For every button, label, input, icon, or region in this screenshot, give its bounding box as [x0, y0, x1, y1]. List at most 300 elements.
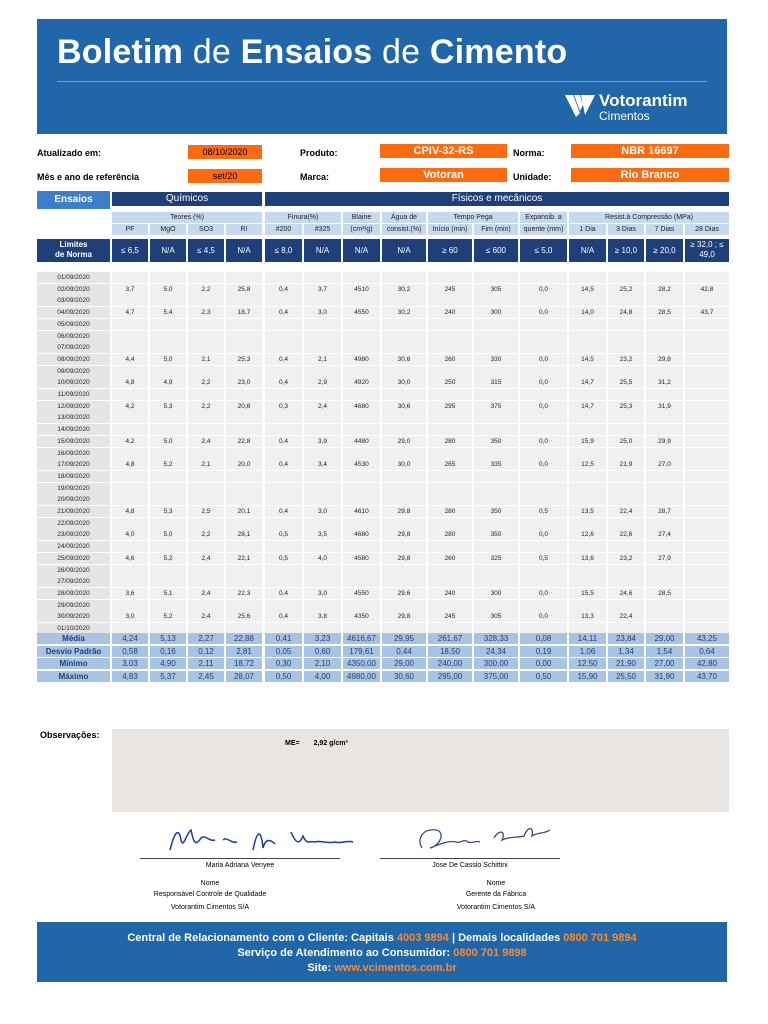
cell-expansib: 0,0 [520, 611, 567, 622]
row-date: 15/09/2020 [37, 436, 110, 447]
stat-mgo: 5,37 [150, 671, 186, 682]
cell-pf [112, 471, 148, 482]
stat-blaine: 4980,00 [343, 671, 380, 682]
cell-resist-3d: 24,6 [608, 588, 644, 599]
cell-tempo-fim [474, 412, 518, 423]
fisicos-header: Físicos e mecânicos [265, 192, 729, 206]
cell-ri [226, 366, 262, 377]
cell-pf: 4,6 [112, 553, 148, 564]
table-row [37, 284, 727, 295]
cell-finura-200 [265, 518, 302, 529]
cell-tempo-inicio: 280 [428, 436, 472, 447]
cell-finura-200: 0,5 [265, 529, 302, 540]
cell-finura-325 [304, 565, 341, 576]
cell-pf: 4,4 [112, 354, 148, 365]
cell-agua: 29,8 [382, 553, 426, 564]
cell-tempo-fim [474, 576, 518, 587]
cell-agua [382, 600, 426, 611]
signature-2-name: Jose De Cassio Schittini [432, 862, 508, 869]
cell-expansib: 0,0 [520, 307, 567, 318]
stat-resist-28d: 43,70 [685, 671, 729, 682]
stat-ri: 28,07 [226, 671, 262, 682]
cell-resist-28d [685, 319, 729, 330]
cell-resist-1d [569, 576, 606, 587]
cell-finura-325 [304, 494, 341, 505]
cell-resist-3d [608, 295, 644, 306]
cell-tempo-inicio [428, 331, 472, 342]
cell-expansib [520, 576, 567, 587]
cell-finura-325: 2,4 [304, 401, 341, 412]
stat-expansib: 0,08 [520, 633, 567, 644]
row-date: 11/09/2020 [37, 389, 110, 400]
cell-ri: 28,1 [226, 529, 262, 540]
ref-value: set/20 [188, 169, 262, 183]
cell-agua [382, 471, 426, 482]
cell-resist-1d [569, 295, 606, 306]
stat-resist-7d: 31,90 [646, 671, 683, 682]
cell-agua [382, 448, 426, 459]
cell-ri [226, 412, 262, 423]
cell-mgo: 5,0 [150, 354, 186, 365]
cell-resist-28d [685, 553, 729, 564]
limit-so3: ≤ 4,5 [188, 239, 224, 262]
cell-pf [112, 319, 148, 330]
cell-so3: 2,3 [188, 307, 224, 318]
col-header-blaine: (cm²/g) [343, 224, 380, 235]
stat-finura-200: 0,41 [265, 633, 302, 644]
cell-blaine [343, 541, 380, 552]
cell-expansib: 0,5 [520, 506, 567, 517]
cell-so3: 2,2 [188, 529, 224, 540]
cell-resist-7d [646, 331, 683, 342]
cell-ri [226, 319, 262, 330]
cell-agua [382, 272, 426, 283]
limit-agua: N/A [382, 239, 426, 262]
cell-tempo-inicio: 245 [428, 284, 472, 295]
cell-expansib: 0,5 [520, 553, 567, 564]
cell-so3: 2,1 [188, 354, 224, 365]
cell-so3: 2,4 [188, 553, 224, 564]
limit-resist-28d: ≥ 32,0 ; ≤ 49,0 [685, 239, 729, 262]
limit-ri: N/A [226, 239, 262, 262]
teores-header: Teores (%) [112, 212, 262, 223]
row-date: 05/09/2020 [37, 319, 110, 330]
cell-tempo-inicio: 265 [428, 459, 472, 470]
cell-resist-1d: 15,5 [569, 588, 606, 599]
cell-resist-7d [646, 565, 683, 576]
cell-ri [226, 576, 262, 587]
cell-expansib [520, 424, 567, 435]
stat-expansib: 0,50 [520, 671, 567, 682]
stat-tempo-fim: 300,00 [474, 658, 518, 669]
cell-expansib: 0,0 [520, 377, 567, 388]
stat-mgo: 0,16 [150, 646, 186, 657]
cell-so3 [188, 483, 224, 494]
limit-blaine: N/A [343, 239, 380, 262]
table-row [37, 611, 727, 622]
cell-finura-200: 0,4 [265, 436, 302, 447]
unit-label: Unidade: [513, 172, 552, 182]
cell-mgo: 5,2 [150, 611, 186, 622]
cell-resist-3d [608, 448, 644, 459]
cell-finura-325: 2,1 [304, 354, 341, 365]
cell-finura-325: 3,8 [304, 611, 341, 622]
cell-resist-7d [646, 483, 683, 494]
cell-tempo-inicio: 260 [428, 354, 472, 365]
cell-agua [382, 319, 426, 330]
cell-ri [226, 448, 262, 459]
table-row [37, 272, 727, 283]
cell-tempo-inicio: 245 [428, 611, 472, 622]
me-value: ME= 2,92 g/cm³ [285, 740, 348, 747]
row-date: 01/10/2020 [37, 623, 110, 634]
cell-finura-325 [304, 272, 341, 283]
cell-blaine [343, 412, 380, 423]
observations-label: Observações: [40, 730, 100, 740]
cell-resist-1d: 13,5 [569, 506, 606, 517]
cell-resist-3d [608, 424, 644, 435]
cell-resist-28d [685, 366, 729, 377]
cell-mgo [150, 448, 186, 459]
cell-expansib [520, 412, 567, 423]
cell-finura-200 [265, 319, 302, 330]
header-divider [57, 81, 707, 82]
cell-resist-7d [646, 412, 683, 423]
cell-expansib [520, 295, 567, 306]
stat-tempo-inicio: 295,00 [428, 671, 472, 682]
cell-resist-1d [569, 412, 606, 423]
stat-pf: 0,58 [112, 646, 148, 657]
stat-ri: 2,81 [226, 646, 262, 657]
cell-blaine: 4680 [343, 401, 380, 412]
limit-tempo-inicio: ≥ 60 [428, 239, 472, 262]
cell-resist-1d: 14,5 [569, 284, 606, 295]
cell-agua: 29,8 [382, 611, 426, 622]
row-date: 10/09/2020 [37, 377, 110, 388]
cell-ri: 25,3 [226, 354, 262, 365]
cell-so3 [188, 600, 224, 611]
cell-ri: 25,6 [226, 611, 262, 622]
cell-tempo-inicio [428, 366, 472, 377]
cell-ri [226, 483, 262, 494]
stat-finura-200: 0,50 [265, 671, 302, 682]
cell-so3 [188, 331, 224, 342]
cell-resist-3d [608, 541, 644, 552]
cell-resist-28d [685, 565, 729, 576]
cell-finura-200 [265, 565, 302, 576]
col-header-resist-28d: 28 Dias [685, 224, 729, 235]
cell-so3 [188, 342, 224, 353]
cell-finura-325: 3,0 [304, 506, 341, 517]
cell-finura-325 [304, 366, 341, 377]
cell-tempo-fim [474, 541, 518, 552]
cell-expansib [520, 471, 567, 482]
stat-agua: 30,60 [382, 671, 426, 682]
cell-resist-3d: 24,8 [608, 307, 644, 318]
stats-label: Média [37, 633, 110, 644]
cell-resist-28d [685, 377, 729, 388]
cell-ri: 22,8 [226, 436, 262, 447]
stat-blaine: 4616,67 [343, 633, 380, 644]
cell-blaine [343, 576, 380, 587]
table-row [37, 295, 727, 306]
cell-finura-325 [304, 483, 341, 494]
norm-value: NBR 16697 [571, 144, 729, 158]
row-date: 28/09/2020 [37, 588, 110, 599]
cell-tempo-inicio [428, 483, 472, 494]
cell-so3: 2,4 [188, 611, 224, 622]
cell-resist-1d: 14,5 [569, 354, 606, 365]
cell-pf: 4,0 [112, 529, 148, 540]
cell-resist-28d [685, 529, 729, 540]
cell-pf [112, 295, 148, 306]
cell-resist-28d [685, 471, 729, 482]
cell-agua: 30,2 [382, 307, 426, 318]
row-date: 16/09/2020 [37, 448, 110, 459]
col-header-tempo-inicio: Início (min) [428, 224, 472, 235]
cell-so3 [188, 272, 224, 283]
row-date: 18/09/2020 [37, 471, 110, 482]
col-header-resist-7d: 7 Dias [646, 224, 683, 235]
cell-blaine: 4680 [343, 529, 380, 540]
stat-agua: 29,00 [382, 658, 426, 669]
cell-tempo-inicio [428, 295, 472, 306]
cell-mgo [150, 272, 186, 283]
table-row [37, 459, 727, 470]
cell-expansib: 0,0 [520, 459, 567, 470]
cell-resist-7d [646, 600, 683, 611]
cell-finura-325 [304, 342, 341, 353]
cell-finura-200 [265, 600, 302, 611]
cell-mgo [150, 342, 186, 353]
cell-resist-1d [569, 483, 606, 494]
cell-resist-28d [685, 342, 729, 353]
cell-agua: 29,0 [382, 436, 426, 447]
cell-mgo: 5,3 [150, 401, 186, 412]
limit-finura-200: ≤ 8,0 [265, 239, 302, 262]
cell-resist-3d [608, 483, 644, 494]
cell-agua [382, 331, 426, 342]
cell-finura-200 [265, 471, 302, 482]
cell-blaine [343, 448, 380, 459]
cell-mgo [150, 483, 186, 494]
logo-name: Votorantim [599, 91, 688, 110]
cell-resist-3d [608, 412, 644, 423]
footer-line-2: Serviço de Atendimento ao Consumidor: 0800 701 9898 [237, 947, 527, 959]
cell-expansib [520, 319, 567, 330]
cell-pf [112, 576, 148, 587]
stat-finura-325: 3,23 [304, 633, 341, 644]
row-date: 30/09/2020 [37, 611, 110, 622]
cell-resist-28d [685, 401, 729, 412]
cell-tempo-fim [474, 366, 518, 377]
cell-finura-325 [304, 295, 341, 306]
cell-resist-28d [685, 331, 729, 342]
stat-resist-3d: 25,50 [608, 671, 644, 682]
cell-tempo-fim [474, 483, 518, 494]
cell-resist-28d [685, 295, 729, 306]
cell-tempo-inicio: 240 [428, 588, 472, 599]
cell-expansib [520, 272, 567, 283]
table-row [37, 553, 727, 564]
cell-finura-325 [304, 331, 341, 342]
stat-tempo-inicio: 261,67 [428, 633, 472, 644]
cell-blaine [343, 518, 380, 529]
stat-finura-325: 0,60 [304, 646, 341, 657]
cell-pf [112, 424, 148, 435]
cell-tempo-inicio [428, 448, 472, 459]
cell-resist-3d [608, 366, 644, 377]
signature-1-name: Maria Adriana Venyee [205, 862, 275, 869]
cell-resist-1d: 15,9 [569, 436, 606, 447]
col-header-resist-1d: 1 Dia [569, 224, 606, 235]
cell-tempo-fim: 315 [474, 377, 518, 388]
cell-tempo-inicio: 240 [428, 307, 472, 318]
cell-finura-325 [304, 319, 341, 330]
cell-agua: 30,2 [382, 284, 426, 295]
cell-finura-200: 0,4 [265, 307, 302, 318]
cell-finura-200 [265, 342, 302, 353]
cell-resist-3d [608, 600, 644, 611]
cell-agua: 29,6 [382, 588, 426, 599]
cell-tempo-inicio [428, 576, 472, 587]
cell-tempo-fim: 325 [474, 553, 518, 564]
row-date: 14/09/2020 [37, 424, 110, 435]
cell-finura-325 [304, 424, 341, 435]
cell-pf [112, 366, 148, 377]
cell-finura-200: 0,4 [265, 284, 302, 295]
cell-expansib [520, 483, 567, 494]
cell-mgo [150, 576, 186, 587]
cell-tempo-fim [474, 494, 518, 505]
cell-blaine: 4550 [343, 588, 380, 599]
cell-resist-3d [608, 331, 644, 342]
col-header-ri: RI [226, 224, 262, 235]
cell-so3 [188, 565, 224, 576]
stat-resist-1d: 15,90 [569, 671, 606, 682]
row-date: 12/09/2020 [37, 401, 110, 412]
cell-resist-28d: 43,7 [685, 307, 729, 318]
row-date: 07/09/2020 [37, 342, 110, 353]
cell-tempo-fim: 335 [474, 459, 518, 470]
row-date: 22/09/2020 [37, 518, 110, 529]
cell-expansib [520, 565, 567, 576]
cell-expansib: 0,0 [520, 529, 567, 540]
cell-tempo-fim [474, 331, 518, 342]
table-row [37, 366, 727, 377]
row-date: 25/09/2020 [37, 553, 110, 564]
cell-blaine: 4530 [343, 459, 380, 470]
cell-resist-7d: 28,5 [646, 588, 683, 599]
site-link[interactable]: www.vcimentos.com.br [334, 962, 457, 974]
stat-resist-1d: 14,11 [569, 633, 606, 644]
cell-so3 [188, 295, 224, 306]
cell-finura-325: 3,4 [304, 459, 341, 470]
cell-resist-28d [685, 611, 729, 622]
cell-agua: 30,0 [382, 377, 426, 388]
stat-finura-325: 2,10 [304, 658, 341, 669]
cell-resist-28d [685, 448, 729, 459]
cell-resist-1d: 13,3 [569, 611, 606, 622]
cell-resist-3d: 25,5 [608, 377, 644, 388]
cell-finura-325 [304, 600, 341, 611]
cell-mgo: 5,1 [150, 588, 186, 599]
cell-finura-200 [265, 483, 302, 494]
stat-ri: 22,88 [226, 633, 262, 644]
cell-so3 [188, 448, 224, 459]
cell-pf: 4,8 [112, 377, 148, 388]
cell-blaine: 4480 [343, 436, 380, 447]
cell-ri [226, 494, 262, 505]
cell-expansib [520, 600, 567, 611]
cell-pf [112, 389, 148, 400]
cell-pf [112, 541, 148, 552]
cell-finura-325: 3,5 [304, 529, 341, 540]
cell-finura-325 [304, 448, 341, 459]
table-row [37, 377, 727, 388]
cell-so3 [188, 389, 224, 400]
cell-mgo [150, 471, 186, 482]
cell-mgo: 4,9 [150, 377, 186, 388]
cell-tempo-inicio [428, 541, 472, 552]
cell-so3: 2,2 [188, 377, 224, 388]
cell-tempo-inicio [428, 600, 472, 611]
cell-tempo-fim: 305 [474, 284, 518, 295]
cell-resist-7d: 31,2 [646, 377, 683, 388]
cell-ri [226, 424, 262, 435]
cell-blaine [343, 483, 380, 494]
limit-mgo: N/A [150, 239, 186, 262]
cell-ri [226, 565, 262, 576]
cell-resist-7d: 27,9 [646, 553, 683, 564]
cell-expansib: 0,0 [520, 354, 567, 365]
cell-finura-200 [265, 541, 302, 552]
cell-agua: 29,8 [382, 506, 426, 517]
votorantim-logo-icon [565, 93, 595, 119]
cell-agua [382, 576, 426, 587]
table-row [37, 331, 727, 342]
cell-pf [112, 412, 148, 423]
stat-finura-200: 0,30 [265, 658, 302, 669]
row-date: 02/09/2020 [37, 284, 110, 295]
cell-ri [226, 389, 262, 400]
cell-agua: 30,6 [382, 401, 426, 412]
cell-finura-200: 0,4 [265, 377, 302, 388]
cell-blaine [343, 272, 380, 283]
cell-tempo-fim: 350 [474, 506, 518, 517]
stat-resist-7d: 1,54 [646, 646, 683, 657]
agua-header: Água de [382, 212, 426, 223]
cell-resist-7d [646, 424, 683, 435]
signature-1-role-3: Votorantim Cimentos S/A [170, 904, 250, 911]
cell-resist-1d [569, 424, 606, 435]
cell-so3 [188, 494, 224, 505]
cell-resist-1d [569, 518, 606, 529]
cell-tempo-fim: 350 [474, 436, 518, 447]
row-date: 24/09/2020 [37, 541, 110, 552]
cell-resist-7d: 27,0 [646, 459, 683, 470]
cell-resist-1d [569, 331, 606, 342]
cell-mgo: 5,3 [150, 506, 186, 517]
table-row [37, 436, 727, 447]
signature-1-role-2: Responsável Controle de Qualidade [153, 891, 267, 898]
cell-finura-200 [265, 412, 302, 423]
cell-resist-1d [569, 494, 606, 505]
cell-expansib: 0,0 [520, 436, 567, 447]
cell-pf: 4,7 [112, 307, 148, 318]
row-date: 21/09/2020 [37, 506, 110, 517]
cell-so3: 2,4 [188, 436, 224, 447]
